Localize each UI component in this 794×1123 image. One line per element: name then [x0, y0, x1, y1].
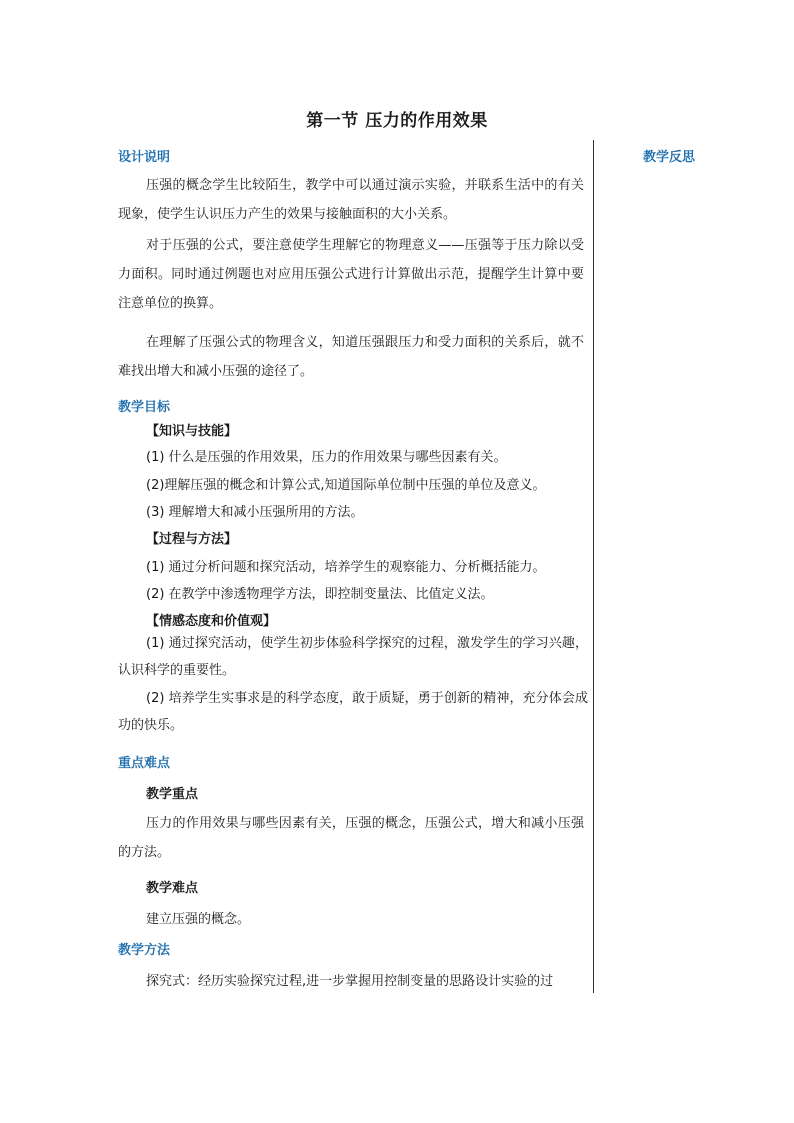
- knowledge-heading: 【知识与技能】: [146, 424, 238, 439]
- reflection-heading: 教学反思: [643, 150, 696, 165]
- knowledge-item-1: (1) 什么是压强的作用效果，压力的作用效果与哪些因素有关。: [146, 450, 507, 465]
- design-paragraph-2: 对于压强的公式，要注意使学生理解它的物理意义——压强等于压力除以受力面积。同时通过例题也对应用压强公式进行计算做出示范，提醒学生计算中要注意单位的换算。: [118, 238, 584, 311]
- page-title: 第一节 压力的作用效果: [306, 111, 488, 131]
- key-heading: 教学重点: [146, 787, 199, 802]
- process-item-2: (2) 在教学中渗透物理学方法，即控制变量法、比值定义法。: [146, 587, 494, 602]
- process-item-1: (1) 通过分析问题和探究活动，培养学生的观察能力、分析概括能力。: [146, 560, 546, 575]
- methods-text: 探究式：经历实验探究过程,进一步掌握用控制变量的思路设计实验的过: [146, 974, 554, 989]
- knowledge-item-2: (2)理解压强的概念和计算公式,知道国际单位制中压强的单位及意义。: [146, 478, 546, 493]
- knowledge-item-3: (3) 理解增大和减小压强所用的方法。: [146, 505, 364, 520]
- difficulty-text: 建立压强的概念。: [146, 912, 251, 927]
- attitude-item-1: (1) 通过探究活动，使学生初步体验科学探究的过程，激发学生的学习兴趣，认识科学的重要性。: [118, 636, 588, 678]
- design-heading: 设计说明: [118, 150, 171, 165]
- design-paragraph-1: 压强的概念学生比较陌生，教学中可以通过演示实验，并联系生活中的有关现象，使学生认识压力产生的效果与接触面积的大小关系。: [118, 178, 584, 222]
- process-heading: 【过程与方法】: [146, 532, 238, 547]
- difficulty-heading: 教学难点: [146, 881, 199, 896]
- objectives-heading: 教学目标: [118, 400, 171, 415]
- methods-heading: 教学方法: [118, 943, 171, 958]
- key-points-heading: 重点难点: [118, 756, 171, 771]
- key-text: 压力的作用效果与哪些因素有关，压强的概念，压强公式，增大和减小压强的方法。: [118, 816, 584, 860]
- column-divider: [593, 140, 594, 993]
- design-paragraph-3: 在理解了压强公式的物理含义，知道压强跟压力和受力面积的关系后，就不难找出增大和减小压强的途径了。: [118, 335, 584, 379]
- attitude-item-2: (2) 培养学生实事求是的科学态度，敢于质疑，勇于创新的精神，充分体会成功的快乐。: [118, 691, 588, 733]
- attitude-heading: 【情感态度和价值观】: [146, 614, 277, 629]
